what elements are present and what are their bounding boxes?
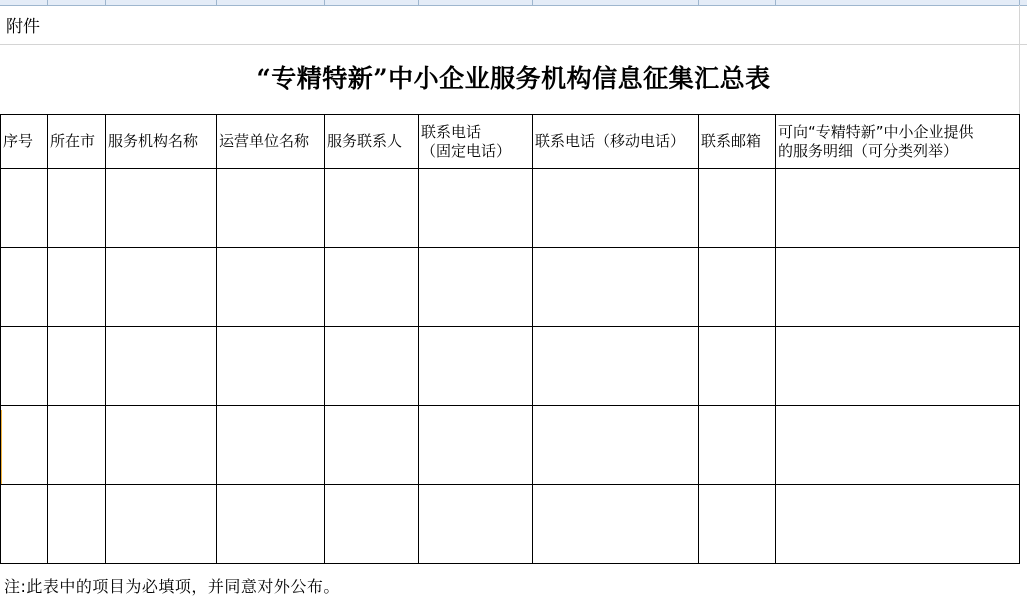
table-row [1,485,1020,564]
header-cell-contact-person[interactable]: 服务联系人 [325,115,419,169]
column-divider[interactable] [532,0,533,5]
table-cell[interactable] [1,248,48,327]
header-cell-index[interactable]: 序号 [1,115,48,169]
header-cell-operator-name[interactable]: 运营单位名称 [217,115,325,169]
table-row [1,327,1020,406]
table-cell[interactable] [419,248,533,327]
table-cell[interactable] [48,327,106,406]
header-cell-email[interactable]: 联系邮箱 [699,115,776,169]
table-cell[interactable] [106,327,217,406]
table-cell[interactable] [776,406,1020,485]
column-divider[interactable] [698,0,699,5]
table-cell[interactable] [533,485,699,564]
sheet-title[interactable]: “专精特新”中小企业服务机构信息征集汇总表 [256,64,771,93]
table-cell[interactable] [776,248,1020,327]
table-cell[interactable] [419,485,533,564]
table-cell[interactable] [106,169,217,248]
header-cell-mobile[interactable]: 联系电话（移动电话） [533,115,699,169]
table-cell[interactable] [419,406,533,485]
table-cell[interactable] [325,485,419,564]
table-cell[interactable] [699,248,776,327]
table-cell[interactable] [533,327,699,406]
table-cell[interactable] [217,248,325,327]
table-cell[interactable] [1,327,48,406]
column-header-strip [0,0,1027,6]
table-cell[interactable] [419,327,533,406]
table-cell[interactable] [48,485,106,564]
header-cell-agency-name[interactable]: 服务机构名称 [106,115,217,169]
column-divider[interactable] [47,0,48,5]
table-cell[interactable] [325,169,419,248]
table-cell[interactable] [217,327,325,406]
table-cell[interactable] [533,248,699,327]
column-divider[interactable] [105,0,106,5]
attachment-label[interactable]: 附件 [6,17,40,37]
table-cell[interactable] [776,327,1020,406]
header-cell-service-details[interactable] [776,115,1020,169]
table-cell[interactable] [48,406,106,485]
table-cell[interactable] [419,169,533,248]
table-cell[interactable] [217,169,325,248]
table-cell[interactable] [776,169,1020,248]
table-row [1,169,1020,248]
table-cell[interactable] [776,485,1020,564]
table-cell[interactable] [217,485,325,564]
footnote[interactable]: 注:此表中的项目为必填项，并同意对外公布。 [4,577,340,596]
column-divider[interactable] [216,0,217,5]
column-divider[interactable] [324,0,325,5]
table-cell[interactable] [699,485,776,564]
table-cell[interactable] [325,327,419,406]
gridline [1019,5,1020,114]
table-cell[interactable] [106,485,217,564]
header-service-line1: 可向“专精特新”中小企业提供 [778,122,974,141]
header-row [1,115,1020,169]
table-cell[interactable] [533,169,699,248]
table-cell[interactable] [48,248,106,327]
header-service-line2: 的服务明细（可分类列举） [778,141,959,160]
table-cell[interactable] [533,406,699,485]
header-cell-landline[interactable] [419,115,533,169]
summary-table [0,114,1020,564]
gridline [0,44,1027,45]
table-row [1,406,1020,485]
table-cell[interactable] [217,406,325,485]
table-cell[interactable] [106,406,217,485]
table-cell[interactable] [699,406,776,485]
table-cell[interactable] [699,169,776,248]
header-landline-line2: （固定电话） [421,141,512,160]
table-cell[interactable] [1,406,48,485]
table-cell[interactable] [48,169,106,248]
table-cell[interactable] [699,327,776,406]
table-row [1,248,1020,327]
table-cell[interactable] [1,485,48,564]
column-divider[interactable] [775,0,776,5]
table-cell[interactable] [1,169,48,248]
header-cell-city[interactable]: 所在市 [48,115,106,169]
header-landline-line1: 联系电话 [421,122,482,141]
column-divider[interactable] [418,0,419,5]
table-cell[interactable] [325,406,419,485]
table-cell[interactable] [325,248,419,327]
table-cell[interactable] [106,248,217,327]
